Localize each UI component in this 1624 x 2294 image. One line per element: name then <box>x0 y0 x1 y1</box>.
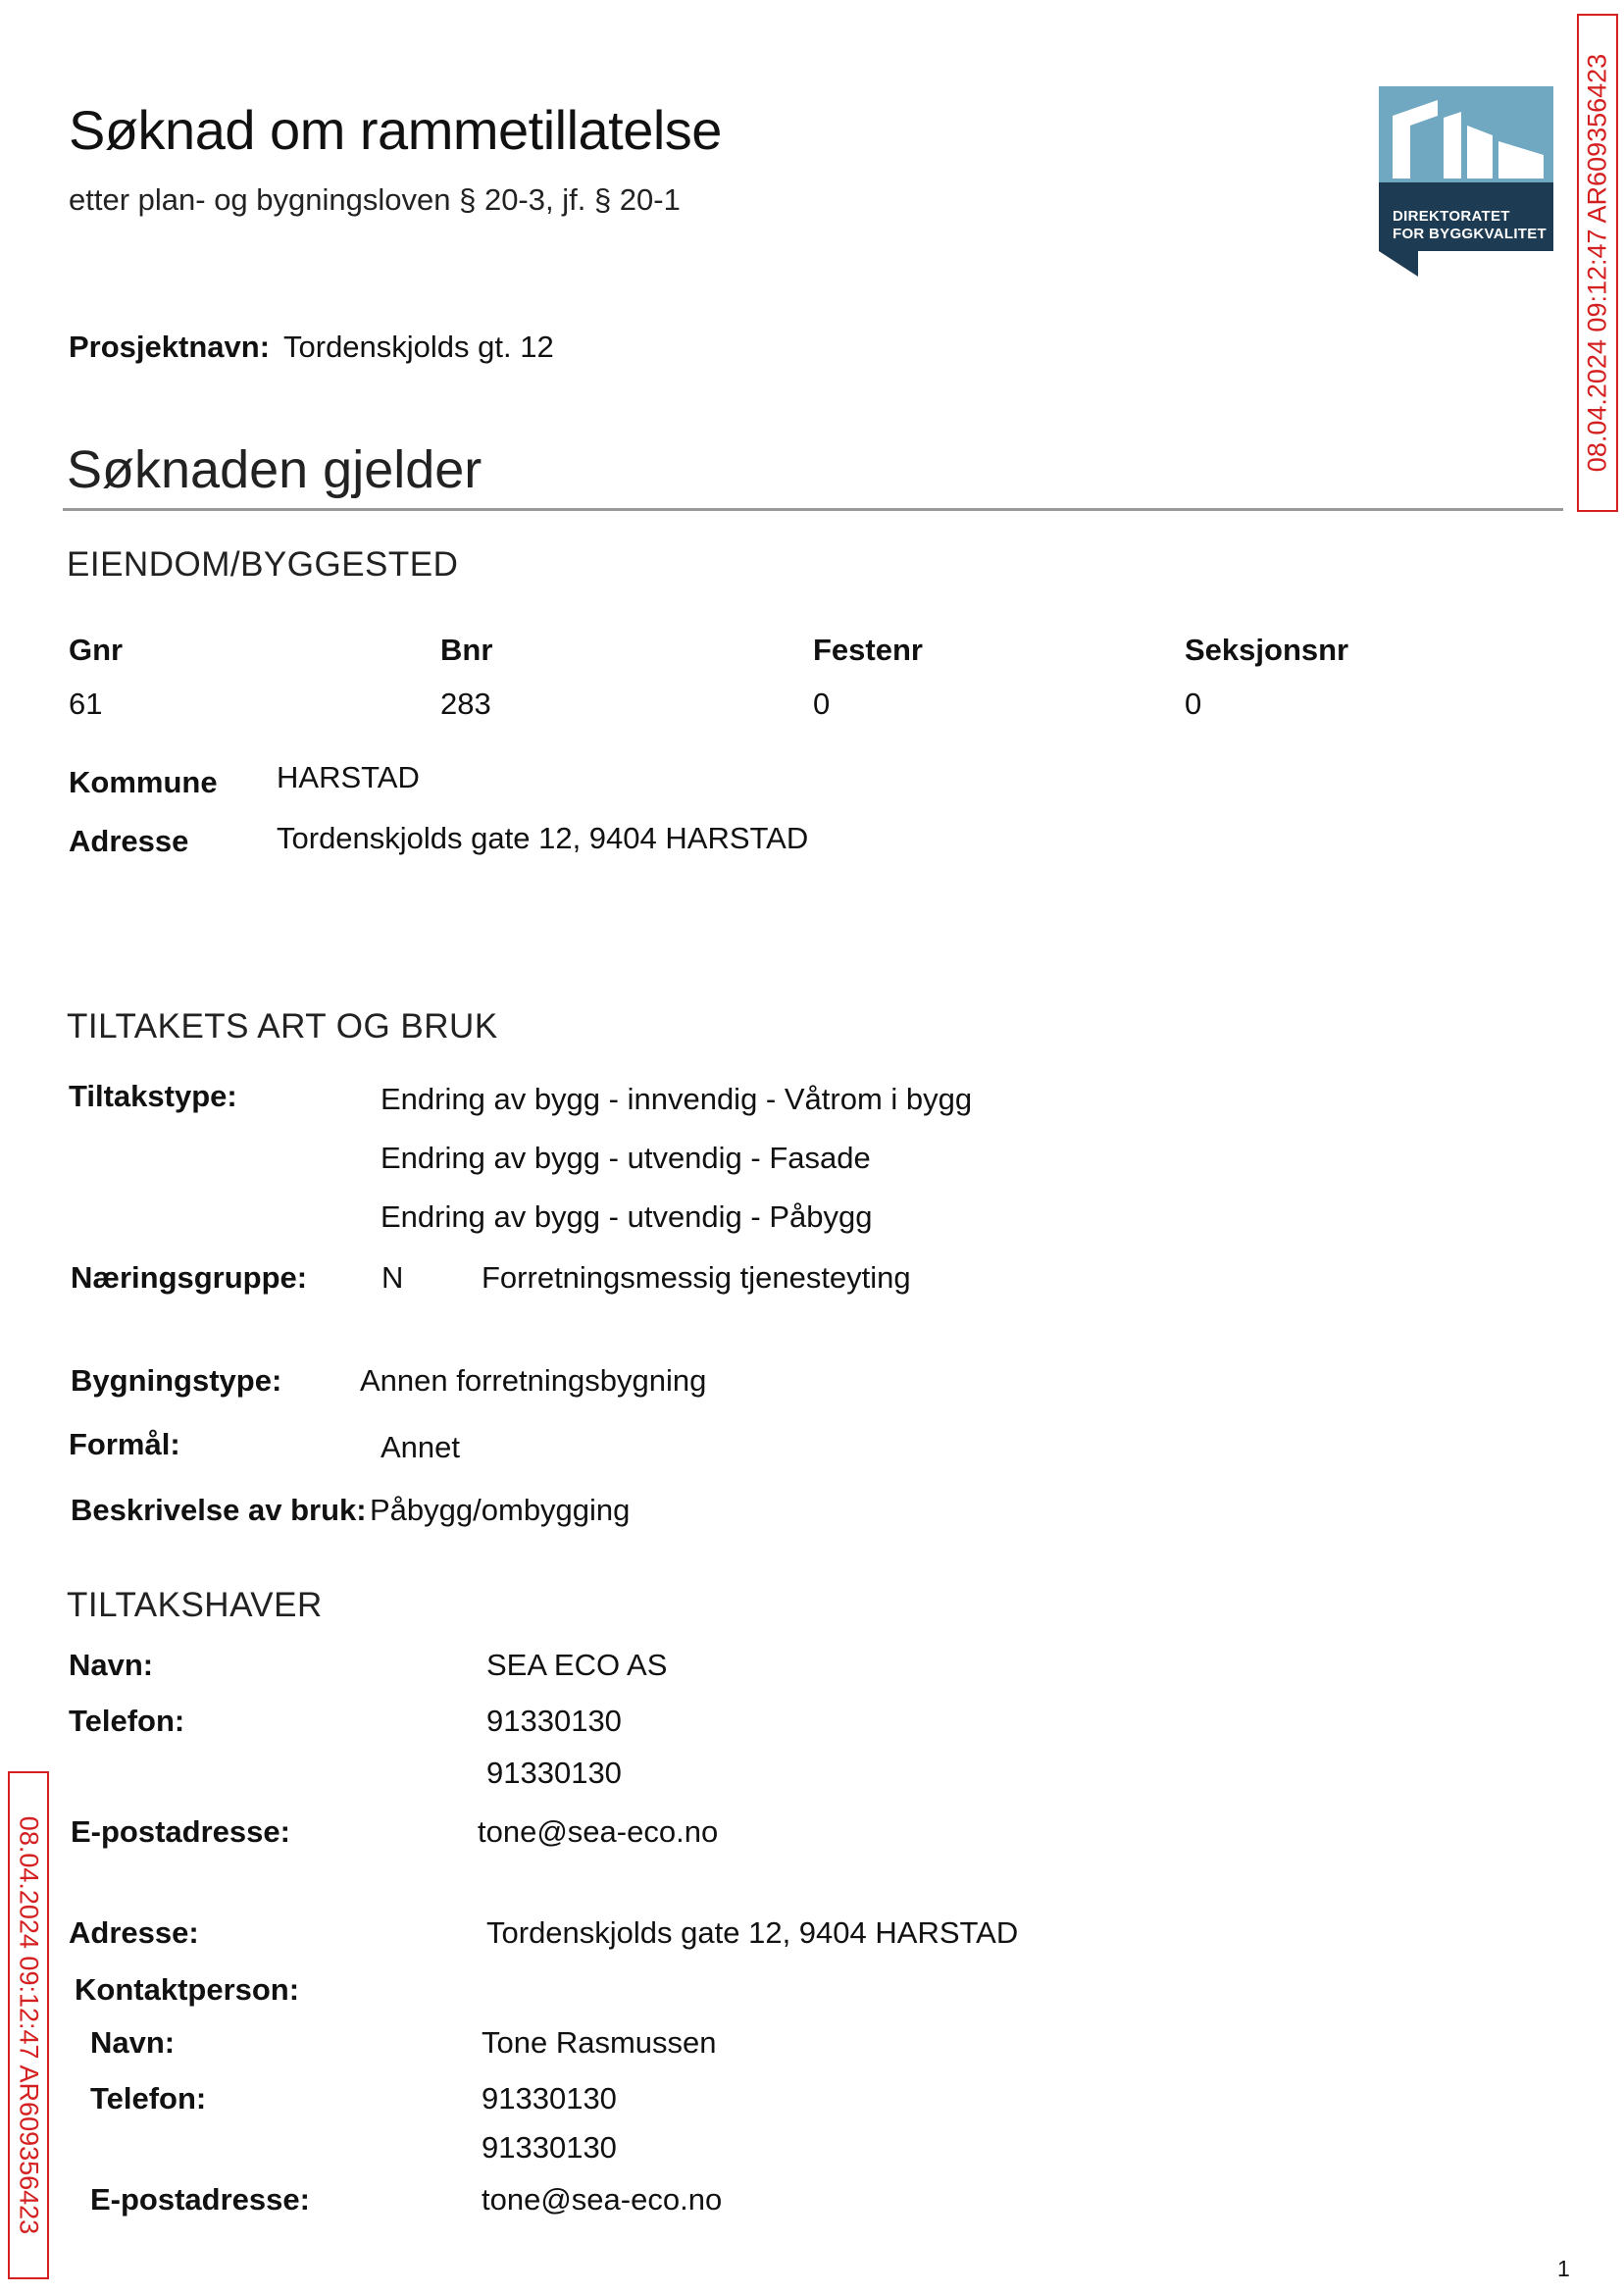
naeringsgruppe-label: Næringsgruppe: <box>71 1260 308 1295</box>
project-name-value: Tordenskjolds gt. 12 <box>283 330 554 364</box>
gnr-label: Gnr <box>69 633 124 667</box>
formal-value: Annet <box>381 1430 461 1464</box>
right-timestamp-stamp <box>1577 14 1618 512</box>
kommune-label: Kommune <box>69 765 218 799</box>
bygningstype-value: Annen forretningsbygning <box>360 1363 707 1398</box>
tiltakstype-item: Endring av bygg - innvendig - Våtrom i bygg <box>381 1082 973 1116</box>
tiltakstype-item: Endring av bygg - utvendig - Fasade <box>381 1141 871 1175</box>
eiendom-heading: EIENDOM/BYGGESTED <box>67 545 459 584</box>
bygningstype-label: Bygningstype: <box>71 1363 282 1398</box>
right-stamp-text: 08.04.2024 09:12:47 AR609356423 <box>1582 53 1612 473</box>
tiltakshaver-adresse-value: Tordenskjolds gate 12, 9404 HARSTAD <box>486 1915 1019 1950</box>
document-subtitle: etter plan- og bygningsloven § 20-3, jf. § 20-1 <box>69 182 681 217</box>
kontakt-telefon-label: Telefon: <box>90 2081 207 2116</box>
tiltakshaver-adresse-label: Adresse: <box>69 1915 199 1950</box>
seksjonsnr-label: Seksjonsnr <box>1185 633 1349 667</box>
tiltakshaver-navn-value: SEA ECO AS <box>486 1648 668 1682</box>
seksjonsnr-value: 0 <box>1185 687 1202 721</box>
tiltakshaver-telefon-value: 91330130 <box>486 1704 622 1738</box>
kontakt-epost-label: E-postadresse: <box>90 2182 310 2217</box>
kontakt-telefon-value: 91330130 <box>482 2130 617 2165</box>
kommune-value: HARSTAD <box>277 760 420 794</box>
left-timestamp-stamp <box>8 1771 49 2279</box>
gnr-value: 61 <box>69 687 103 721</box>
adresse-label: Adresse <box>69 824 189 858</box>
tiltakshaver-heading: TILTAKSHAVER <box>67 1586 323 1624</box>
tiltakshaver-epost-value: tone@sea-eco.no <box>478 1814 719 1849</box>
kontakt-navn-label: Navn: <box>90 2025 176 2060</box>
festenr-label: Festenr <box>813 633 923 667</box>
page-number: 1 <box>1557 2256 1570 2281</box>
tiltakstype-item: Endring av bygg - utvendig - Påbygg <box>381 1199 873 1234</box>
tiltakshaver-telefon-value: 91330130 <box>486 1756 622 1790</box>
document-title: Søknad om rammetillatelse <box>69 99 722 161</box>
kontakt-telefon-value: 91330130 <box>482 2081 617 2116</box>
tiltakshaver-epost-label: E-postadresse: <box>71 1814 290 1849</box>
tiltakstype-label: Tiltakstype: <box>69 1079 237 1113</box>
kontakt-navn-value: Tone Rasmussen <box>482 2025 717 2060</box>
bnr-value: 283 <box>440 687 491 721</box>
project-name-label: Prosjektnavn: <box>69 330 271 364</box>
beskrivelse-bruk-value: Påbygg/ombygging <box>370 1493 631 1527</box>
logo-line-2: FOR BYGGKVALITET <box>1393 226 1548 242</box>
section-heading-soknaden-gjelder: Søknaden gjelder <box>67 440 482 499</box>
beskrivelse-bruk-label: Beskrivelse av bruk: <box>71 1493 367 1527</box>
tiltakshaver-telefon-label: Telefon: <box>69 1704 185 1738</box>
tiltakshaver-navn-label: Navn: <box>69 1648 154 1682</box>
formal-label: Formål: <box>69 1427 180 1461</box>
section-divider <box>63 508 1563 511</box>
dibk-logo <box>1379 86 1553 277</box>
festenr-value: 0 <box>813 687 831 721</box>
naeringsgruppe-code: N <box>381 1260 404 1295</box>
kontaktperson-label: Kontaktperson: <box>75 1972 300 2007</box>
logo-line-1: DIREKTORATET <box>1393 208 1510 225</box>
tiltak-heading: TILTAKETS ART OG BRUK <box>67 1007 498 1045</box>
kontakt-epost-value: tone@sea-eco.no <box>482 2182 723 2217</box>
left-stamp-text: 08.04.2024 09:12:47 AR609356423 <box>14 1815 44 2235</box>
bnr-label: Bnr <box>440 633 493 667</box>
logo-graphic <box>1379 86 1553 277</box>
adresse-value: Tordenskjolds gate 12, 9404 HARSTAD <box>277 821 809 855</box>
naeringsgruppe-value: Forretningsmessig tjenesteyting <box>482 1260 911 1295</box>
